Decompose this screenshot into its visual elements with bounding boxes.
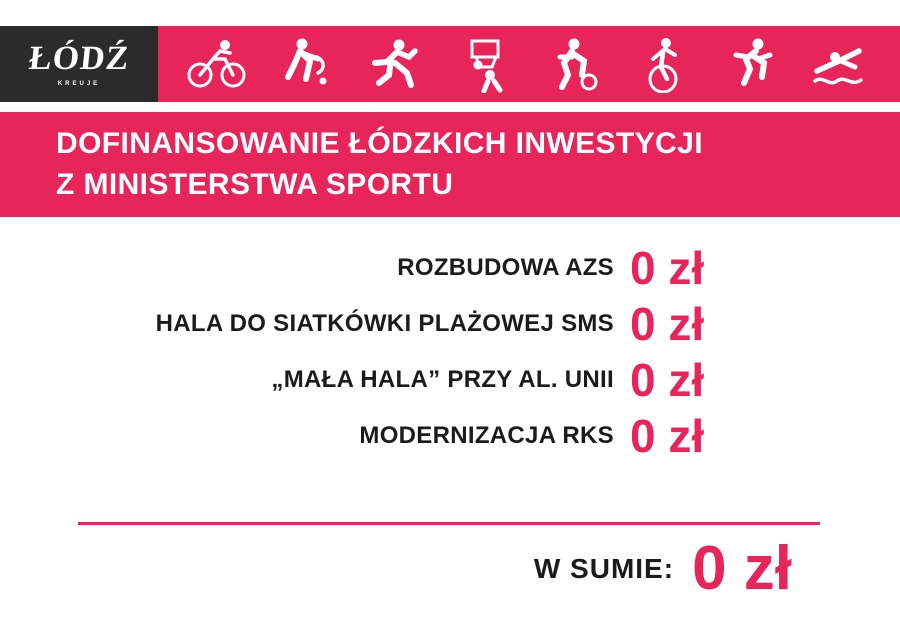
lodz-logo [0,26,158,102]
list-item [0,296,900,352]
list-item [0,240,900,296]
item-label: ROZBUDOWA AZS [397,254,614,281]
total-amount: 0 zł [692,534,792,603]
item-amount: 0 zł [630,410,705,462]
total-row [0,534,900,603]
running-icon [722,35,782,93]
track-cycling-icon [633,35,693,93]
cycling-icon [187,35,247,93]
swimming-icon [811,35,871,93]
header-bar [0,26,900,102]
sport-icon-strip [158,26,900,102]
item-amount: 0 zł [630,354,705,406]
total-label: W SUMIE: [533,553,675,584]
list-item [0,408,900,464]
investment-list [0,240,900,464]
title-line-1: DOFINANSOWANIE ŁÓDZKICH INWESTYCJI [56,127,703,160]
item-label: HALA DO SIATKÓWKI PLAŻOWEJ SMS [155,310,614,337]
football-icon [544,35,604,93]
field-hockey-icon [276,35,336,93]
item-amount: 0 zł [630,242,705,294]
title-line-2: Z MINISTERSTWA SPORTU [56,167,454,201]
item-amount: 0 zł [630,298,705,350]
gymnastics-icon [365,35,425,93]
basketball-icon [454,35,514,93]
lodz-logo-subtext: KREUJE [57,80,101,87]
lodz-logo-text: ŁÓDŹ [26,39,132,77]
item-label: „MAŁA HALA” PRZY AL. UNII [271,366,614,393]
list-item [0,352,900,408]
item-label: MODERNIZACJA RKS [359,422,614,449]
total-divider [78,522,820,525]
title-band [0,112,900,217]
